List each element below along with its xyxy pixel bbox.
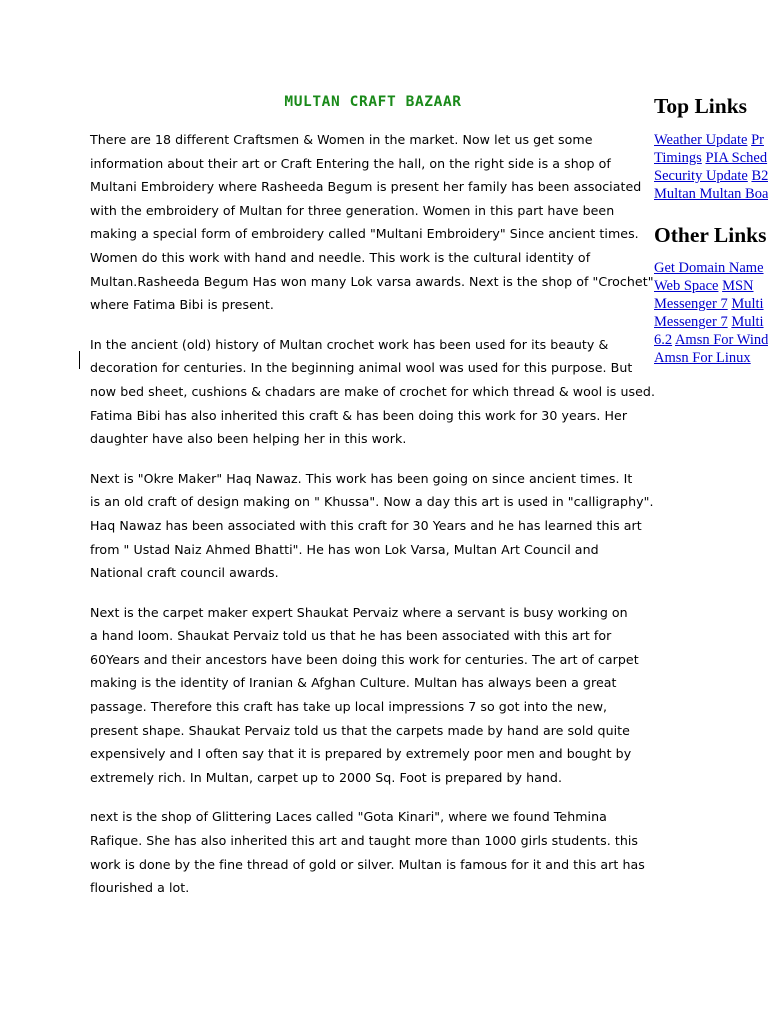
sidebar-link[interactable]: Amsn For Wind (674, 332, 768, 348)
sidebar-link[interactable]: Web Space (654, 278, 719, 294)
sidebar-link[interactable]: B2 (751, 168, 768, 184)
article-body (90, 128, 656, 916)
article-paragraph: In the ancient (old) history of Multan crochet work has been used for its beauty & decoration for centuries. In the beginning animal wool was used for this purpose. But now bed sheet, cushions & chadars are make of crochet for which thread & wool is used. Fatima Bibi has also inherited this craft & has been doing this work for 30 years. Her daughter have also been helping her in this work. (90, 336, 656, 447)
article-paragraph: There are 18 different Craftsmen & Women in the market. Now let us get some information about their art or Craft Entering the hall, on the right side is a shop of Multani Embroidery where Rasheeda Begum is present her family has been associated with the embroidery of Multan for three generation. Women in this part have been making a special form of embroidery called "Multani Embroidery" Since ancient times. Women do this work with hand and needle. This work is the cultural identity of Multan.Rasheeda Begum Has won many Lok varsa awards. Next is the shop of "Crochet" where Fatima Bibi is present. (90, 132, 654, 313)
link-line (654, 131, 768, 149)
article-paragraph: next is the shop of Glittering Laces called "Gota Kinari", where we found Tehmina Rafique. She has also inherited this art and taught more than 1000 girls students. this work is done by the fine thread of gold or silver. Multan is famous for it and this art has flourished a lot. (90, 809, 645, 896)
link-line (654, 313, 768, 331)
other-links-heading: Other Links (654, 223, 767, 247)
sidebar-link[interactable]: Security Update (654, 168, 748, 184)
article-paragraph: Next is the carpet maker expert Shaukat Pervaiz where a servant is busy working on a hand loom. Shaukat Pervaiz told us that he has been associated with this art for 60Years and their ancestors have been doing this work for centuries. The art of carpet making is the identity of Iranian & Afghan Culture. Multan has always been a great passage. Therefore this craft has take up local impressions 7 so got into the new, present shape. Shaukat Pervaiz told us that the carpets made by hand are sold quite expensively and I often say that it is prepared by extremely poor men and bought by extremely rich. In Multan, carpet up to 2000 Sq. Foot is prepared by hand. (90, 604, 639, 785)
link-line (654, 259, 768, 277)
sidebar-link[interactable]: Amsn For Linux (654, 350, 751, 366)
sidebar-link[interactable]: 6.2 (654, 332, 673, 348)
sidebar-link[interactable]: Get Domain Name (654, 260, 764, 276)
sidebar-link[interactable]: Weather Update (654, 132, 748, 148)
link-line (654, 167, 768, 185)
link-line (654, 295, 768, 313)
article-paragraph: Next is "Okre Maker" Haq Nawaz. This work has been going on since ancient times. It is an old craft of design making on " Khussa". Now a day this art is used in "calligraphy". Haq Nawaz has been associated with this craft for 30 Years and he has learned this art from " Ustad Naiz Ahmed Bhatti". He has won Lok Varsa, Multan Art Council and National craft council awards. (90, 470, 654, 581)
sidebar-link[interactable]: Multi (731, 296, 764, 312)
sidebar-link[interactable]: PIA Sched (705, 150, 768, 166)
link-line (654, 185, 768, 203)
sidebar-link[interactable]: Pr (751, 132, 764, 148)
sidebar (654, 92, 768, 367)
sidebar-link[interactable]: Messenger 7 (654, 314, 728, 330)
top-links-heading: Top Links (654, 94, 748, 118)
link-line (654, 349, 768, 367)
top-links-list (654, 131, 768, 203)
article-title: MULTAN CRAFT BAZAAR (284, 94, 462, 110)
sidebar-link[interactable]: MSN (722, 278, 754, 294)
sidebar-link[interactable]: Messenger 7 (654, 296, 728, 312)
link-line (654, 149, 768, 167)
link-line (654, 331, 768, 349)
link-line (654, 277, 768, 295)
sidebar-link[interactable]: Multan Multan Boa (654, 186, 768, 202)
other-links-list (654, 259, 768, 367)
sidebar-link[interactable]: Multi (731, 314, 764, 330)
text-cursor (79, 351, 80, 369)
sidebar-link[interactable]: Timings (654, 150, 702, 166)
